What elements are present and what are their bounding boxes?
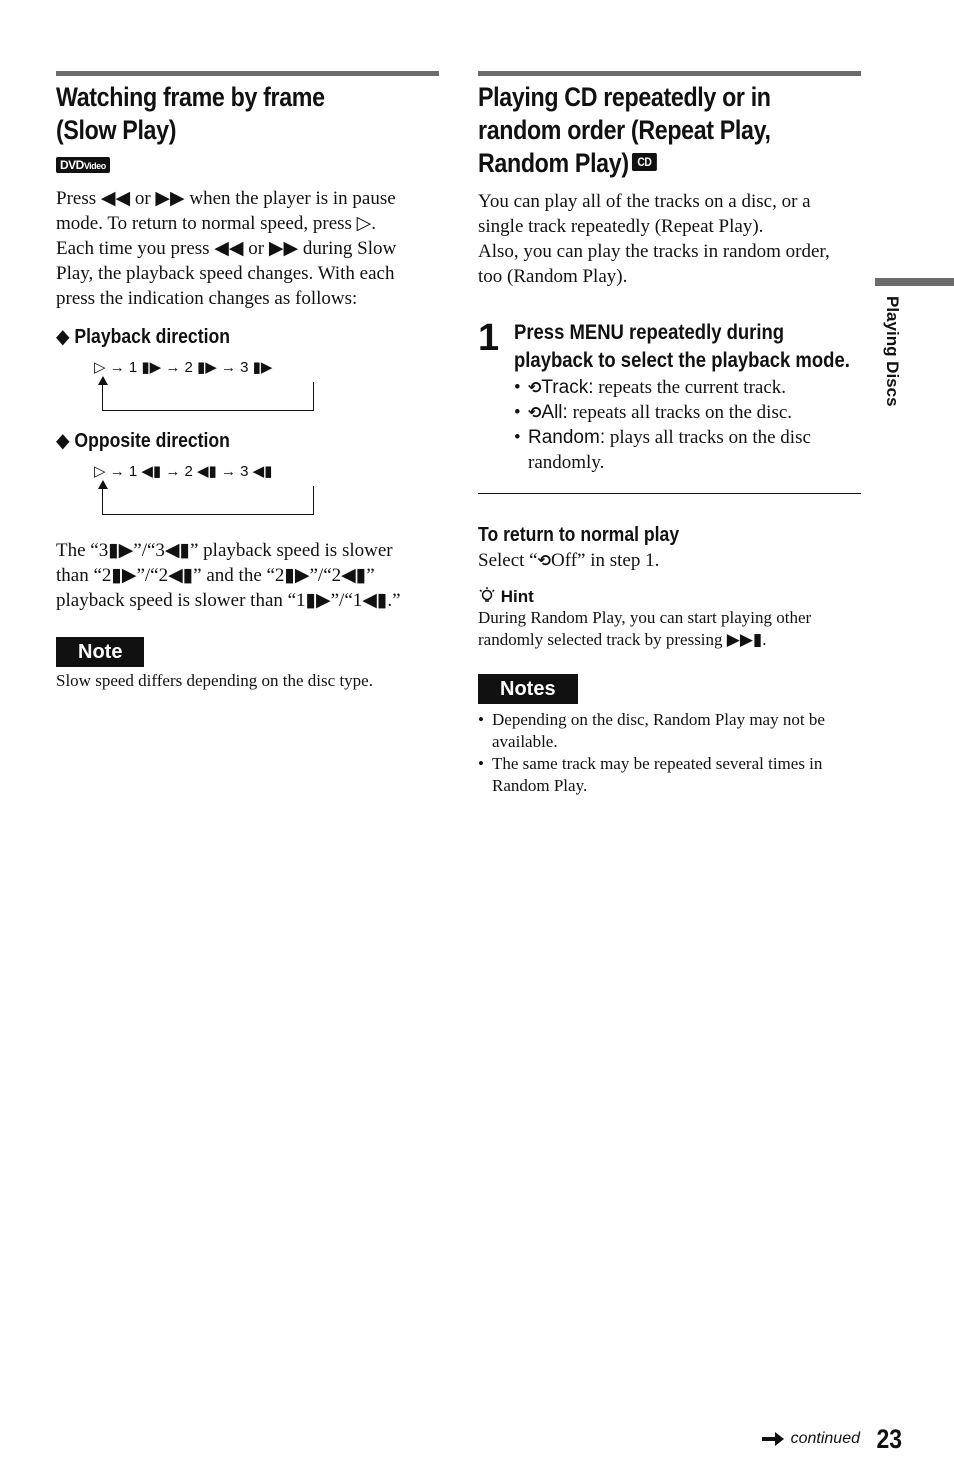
badge-main: DVD (60, 158, 84, 172)
step-number: 1 (478, 317, 500, 359)
heading-line-1: Watching frame by frame (56, 82, 325, 112)
note-text: Slow speed differs depending on the disc type. (56, 671, 373, 690)
heading-line-3: Random Play) (478, 148, 629, 178)
list-item (514, 400, 861, 425)
lightbulb-icon (478, 587, 496, 605)
speed-line: The “3▮▶”/“3◀▮” playback speed is slower (56, 540, 393, 561)
return-text-before: Select “ (478, 550, 538, 571)
slow-play-intro (56, 186, 439, 311)
continued-arrow-icon (762, 1432, 784, 1446)
intro-line: press the indication changes as follows: (56, 288, 358, 309)
mode-text: randomly. (528, 452, 605, 473)
playback-direction-title: ◆ Playback direction (56, 326, 230, 348)
repeat-icon: ⟲ (537, 551, 552, 570)
note-line: Random Play. (492, 776, 588, 795)
hint-line: randomly selected track by pressing ▶▶▮. (478, 630, 767, 649)
list-item (478, 709, 861, 753)
hint-title: Hint (500, 587, 534, 606)
playback-sequence: ▷ → 1 ▮▶ → 2 ▮▶ → 3 ▮▶ (94, 359, 273, 376)
hint-heading (478, 587, 861, 607)
mode-label: Track: (541, 377, 594, 398)
hint-line: During Random Play, you can start playing other (478, 608, 812, 627)
return-title: To return to normal play (478, 524, 680, 546)
divider (478, 493, 861, 494)
intro-line: Press ◀◀ or ▶▶ when the player is in pause (56, 188, 396, 209)
left-column (56, 71, 439, 692)
side-section-label: Playing Discs (883, 296, 902, 407)
section-rule (478, 71, 861, 76)
intro-line: mode. To return to normal speed, press ▷. (56, 213, 377, 234)
return-text (478, 548, 861, 573)
playback-direction-diagram (94, 358, 439, 420)
mode-text: repeats the current track. (593, 377, 787, 398)
repeat-intro (478, 189, 861, 289)
heading-line-2: (Slow Play) (56, 115, 177, 145)
note-line: Depending on the disc, Random Play may not be (492, 710, 825, 729)
repeat-icon: ⟲ (528, 378, 542, 397)
side-tab-bar (875, 278, 954, 286)
speed-line: than “2▮▶”/“2◀▮” and the “2▮▶”/“2◀▮” (56, 565, 375, 586)
mode-text: plays all tracks on the disc (605, 427, 811, 448)
step-title-line: playback to select the playback mode. (514, 349, 850, 372)
repeat-icon: ⟲ (528, 403, 542, 422)
opposite-direction-diagram (94, 462, 439, 524)
loop-line (102, 486, 314, 515)
slow-play-heading (56, 81, 438, 147)
badge-suffix: Video (83, 161, 106, 171)
opposite-sequence: ▷ → 1 ◀▮ → 2 ◀▮ → 3 ◀▮ (94, 463, 273, 480)
intro-line: Play, the playback speed changes. With each (56, 263, 395, 284)
repeat-play-heading (478, 81, 860, 180)
page-footer (740, 1424, 910, 1458)
loop-line (102, 382, 314, 411)
dvd-video-badge (56, 157, 110, 173)
intro-line: Each time you press ◀◀ or ▶▶ during Slow (56, 238, 397, 259)
intro-line: You can play all of the tracks on a disc, or a (478, 191, 811, 212)
step-title (514, 319, 862, 375)
mode-label: Random: (528, 427, 606, 448)
intro-line: Also, you can play the tracks in random order, (478, 241, 830, 262)
list-item (514, 375, 861, 400)
mode-text: repeats all tracks on the disc. (567, 402, 793, 423)
notes-list (478, 709, 861, 797)
arrow-up-icon (98, 480, 108, 489)
speed-text (56, 538, 439, 613)
hint-block (478, 587, 861, 651)
playback-mode-list (514, 375, 861, 475)
heading-line-2: random order (Repeat Play, (478, 115, 771, 145)
notes-label: Notes (478, 674, 578, 704)
note-line: available. (492, 732, 558, 751)
intro-line: too (Random Play). (478, 266, 628, 287)
page-number: 23 (876, 1424, 902, 1454)
cd-badge: CD (632, 153, 657, 171)
intro-line: single track repeatedly (Repeat Play). (478, 216, 764, 237)
note-label: Note (56, 637, 144, 667)
step-1 (478, 319, 861, 475)
arrow-up-icon (98, 376, 108, 385)
note-line: The same track may be repeated several times in (492, 754, 823, 773)
opposite-direction-title: ◆ Opposite direction (56, 430, 230, 452)
section-rule (56, 71, 439, 76)
return-text-after: Off” in step 1. (551, 550, 660, 571)
mode-label: All: (541, 402, 568, 423)
step-title-line: Press MENU repeatedly during (514, 321, 785, 344)
speed-line: playback speed is slower than “1▮▶”/“1◀▮.” (56, 590, 401, 611)
right-column (478, 71, 861, 797)
list-item (478, 753, 861, 797)
continued-text: continued (790, 1430, 860, 1447)
heading-line-1: Playing CD repeatedly or in (478, 82, 771, 112)
list-item (514, 425, 861, 475)
